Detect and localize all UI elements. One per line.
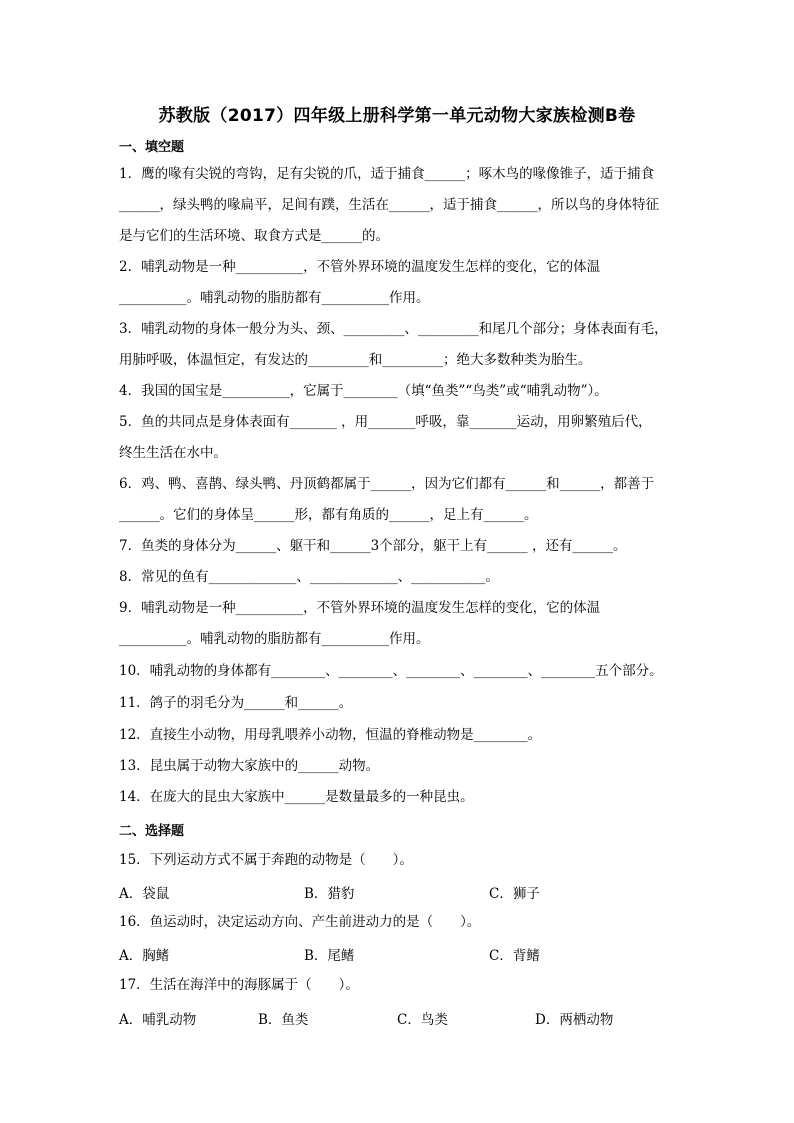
question-stem: 15．下列运动方式不属于奔跑的动物是（ ）。	[119, 852, 413, 868]
question-line: 6．鸡、鸭、喜鹊、绿头鸭、丹顶鹤都属于______，因为它们都有______和______，都善于	[119, 476, 655, 492]
option-b: B．猎豹	[304, 886, 355, 902]
question-line: 9．哺乳动物是一种__________，不管外界环境的温度发生怎样的变化，它的体温	[119, 600, 601, 616]
option-c: C．狮子	[489, 886, 540, 902]
question-line: 终生生活在水中。	[119, 445, 227, 461]
question-stem: 17．生活在海洋中的海豚属于（ ）。	[119, 977, 359, 993]
question-line: 11．鸽子的羽毛分为______和______。	[119, 695, 353, 711]
question-line: 5．鱼的共同点是身体表面有_______ ，用_______呼吸，靠_______运动，用卵繁殖后代，	[119, 414, 652, 430]
question-line: __________。哺乳动物的脂肪都有__________作用。	[119, 631, 430, 647]
option-a: A．哺乳动物	[119, 1012, 197, 1028]
option-c: C．背鳍	[489, 948, 540, 964]
question-line: 10．哺乳动物的身体都有________、________、________、________、________五个部分。	[119, 663, 663, 679]
option-a: A．胸鳍	[119, 948, 170, 964]
question-line: 是与它们的生活环境、取食方式是______的。	[119, 228, 389, 244]
question-line: 14．在庞大的昆虫大家族中______是数量最多的一种昆虫。	[119, 789, 474, 805]
question-line: 12．直接生小动物，用母乳喂养小动物，恒温的脊椎动物是________。	[119, 727, 542, 743]
question-line: 8．常见的鱼有_____________、_____________、___________。	[119, 569, 499, 585]
question-line: 1．鹰的喙有尖锐的弯钩，足有尖锐的爪，适于捕食______；啄木鸟的喙像锥子，适于捕食	[119, 166, 655, 182]
question-line: ______。它们的身体呈______形，都有角质的______，足上有______。	[119, 507, 538, 523]
page-title: 苏教版（2017）四年级上册科学第一单元动物大家族检测B卷	[158, 106, 636, 126]
option-b: B．鱼类	[258, 1012, 309, 1028]
question-line: __________。哺乳动物的脂肪都有__________作用。	[119, 290, 430, 306]
question-line: 7．鱼类的身体分为______、躯干和______3个部分，躯干上有______ ，还有______。	[119, 538, 627, 554]
question-line: 2．哺乳动物是一种__________，不管外界环境的温度发生怎样的变化，它的体温	[119, 259, 601, 275]
section-heading-choice: 二、选择题	[119, 824, 185, 839]
question-line: 13．昆虫属于动物大家族中的______动物。	[119, 758, 380, 774]
question-line: 4．我国的国宝是__________，它属于________（填“鱼类”“鸟类”或“哺乳动物”）。	[119, 383, 608, 399]
question-stem: 16．鱼运动时，决定运动方向、产生前进动力的是（ ）。	[119, 914, 481, 930]
section-heading-fill-blank: 一、填空题	[119, 140, 185, 155]
option-d: D．两栖动物	[535, 1012, 614, 1028]
question-line: ______，绿头鸭的喙扁平，足间有蹼，生活在______，适于捕食______，所以鸟的身体特征	[119, 197, 659, 213]
option-b: B．尾鳍	[304, 948, 355, 964]
question-line: 3．哺乳动物的身体一般分为头、颈、_________、_________和尾几个部分；身体表面有毛，	[119, 321, 668, 337]
question-line: 用肺呼吸，体温恒定，有发达的_________和_________；绝大多数种类为胎生。	[119, 352, 592, 368]
option-c: C．鸟类	[397, 1012, 448, 1028]
option-a: A．袋鼠	[119, 886, 170, 902]
